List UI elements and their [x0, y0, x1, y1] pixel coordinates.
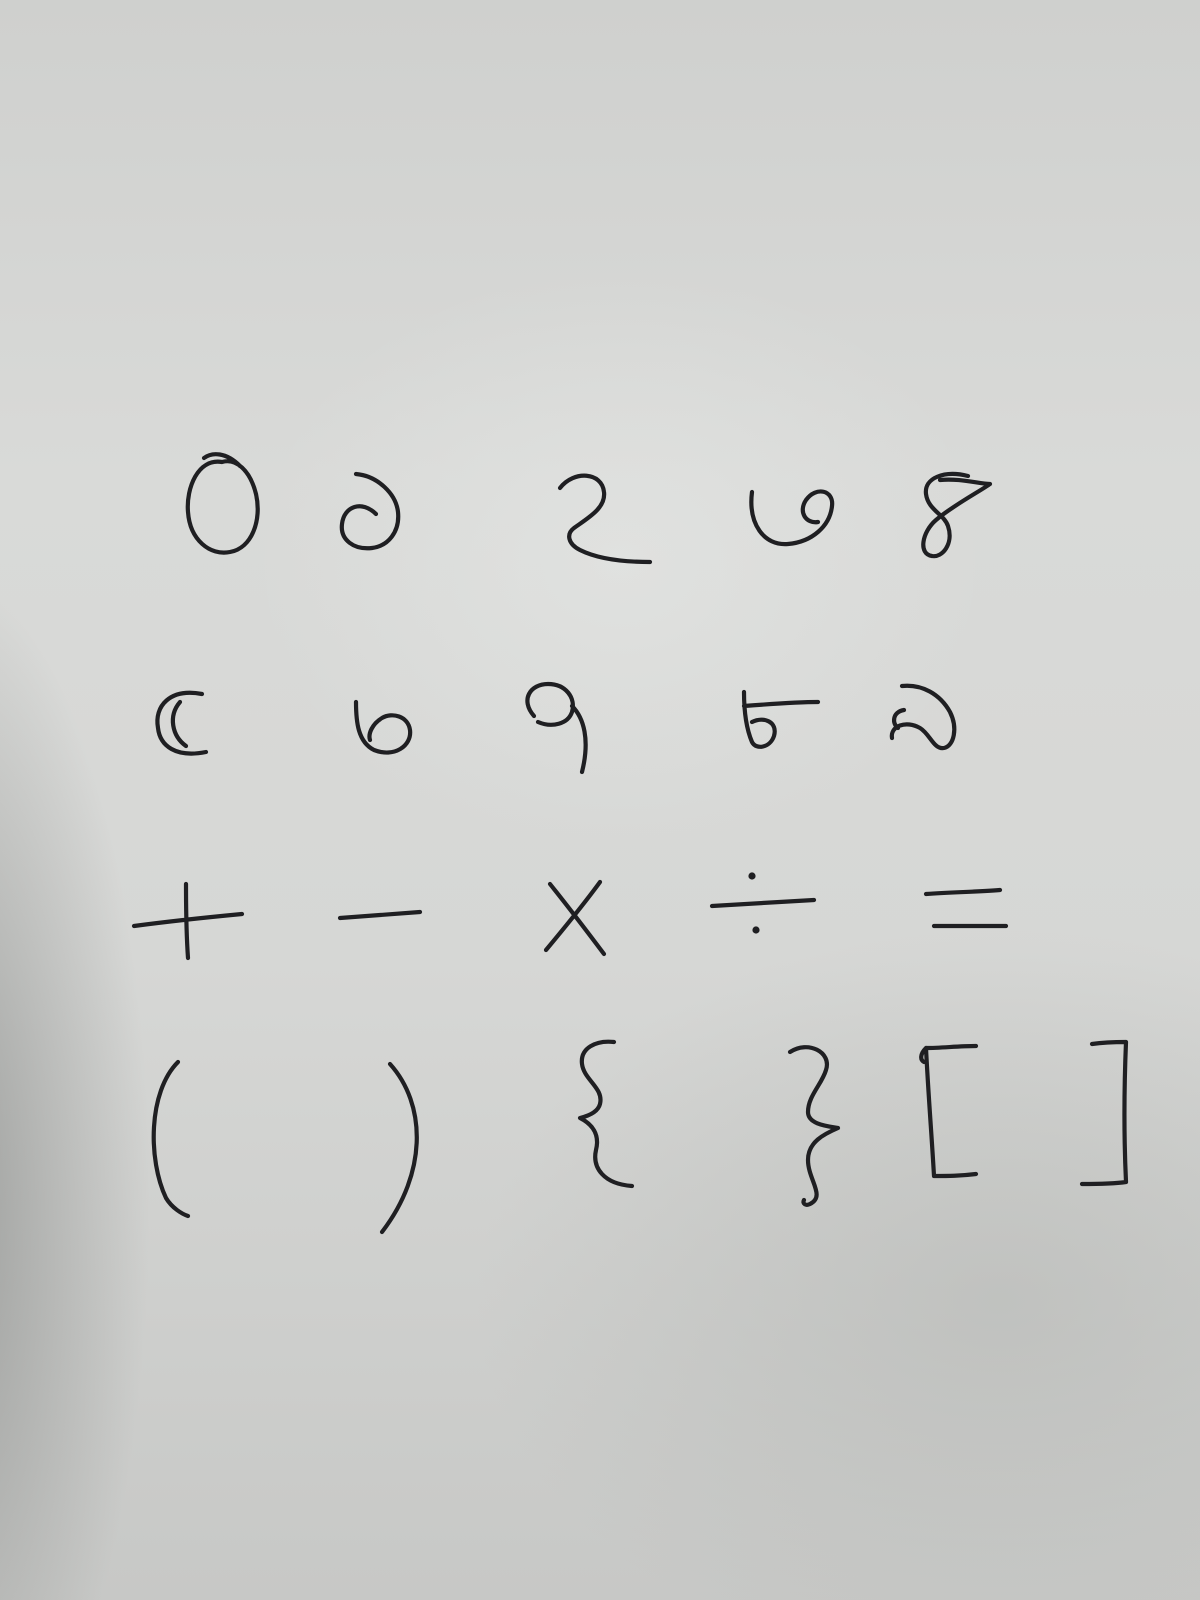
digit-four-glyph [923, 474, 990, 556]
digit-one-glyph [342, 474, 398, 548]
symbol-label: ০ [222, 510, 223, 511]
digit-five-glyph [157, 693, 206, 754]
symbol-label: ৮ [775, 725, 776, 726]
symbol-label: ৩ [790, 515, 791, 516]
symbol-label: ৭ [560, 725, 561, 726]
symbol-label: = [965, 912, 966, 913]
symbol-label: × [575, 920, 576, 921]
equals-sign-glyph [926, 890, 1006, 926]
symbol-label: ] [1105, 1110, 1106, 1111]
symbol-label: ÷ [760, 905, 761, 906]
symbol-label: ৯ [925, 725, 926, 726]
plus-sign-glyph [134, 884, 242, 958]
digit-nine-glyph [892, 686, 954, 748]
digit-zero-glyph [188, 454, 258, 552]
divide-sign-glyph [712, 872, 814, 933]
left-parenthesis-glyph [154, 1062, 188, 1216]
right-parenthesis-glyph [382, 1064, 417, 1232]
symbol-label: [ [950, 1110, 951, 1111]
digit-two-glyph [560, 476, 650, 562]
left-brace-glyph [580, 1042, 632, 1186]
symbol-label: ৬ [380, 725, 381, 726]
symbol-label: ১ [375, 510, 376, 511]
digit-seven-glyph [527, 684, 585, 772]
left-square-bracket-glyph [921, 1046, 976, 1176]
multiply-sign-glyph [546, 882, 604, 954]
minus-sign-glyph [340, 912, 420, 921]
digit-six-glyph [356, 702, 410, 753]
symbol-label: + [190, 920, 191, 921]
symbol-label: ২ [600, 520, 601, 521]
symbol-label: { [600, 1115, 601, 1116]
digit-three-glyph [751, 491, 832, 544]
symbol-label: } [815, 1125, 816, 1126]
right-square-bracket-glyph [1082, 1042, 1126, 1184]
symbol-label: ৪ [955, 515, 956, 516]
symbol-label: − [380, 920, 381, 921]
right-brace-glyph [790, 1047, 838, 1205]
symbol-label: ৫ [180, 725, 181, 726]
symbol-label: ) [405, 1140, 406, 1141]
symbol-label: ( [165, 1140, 166, 1141]
digit-eight-glyph [744, 692, 818, 747]
